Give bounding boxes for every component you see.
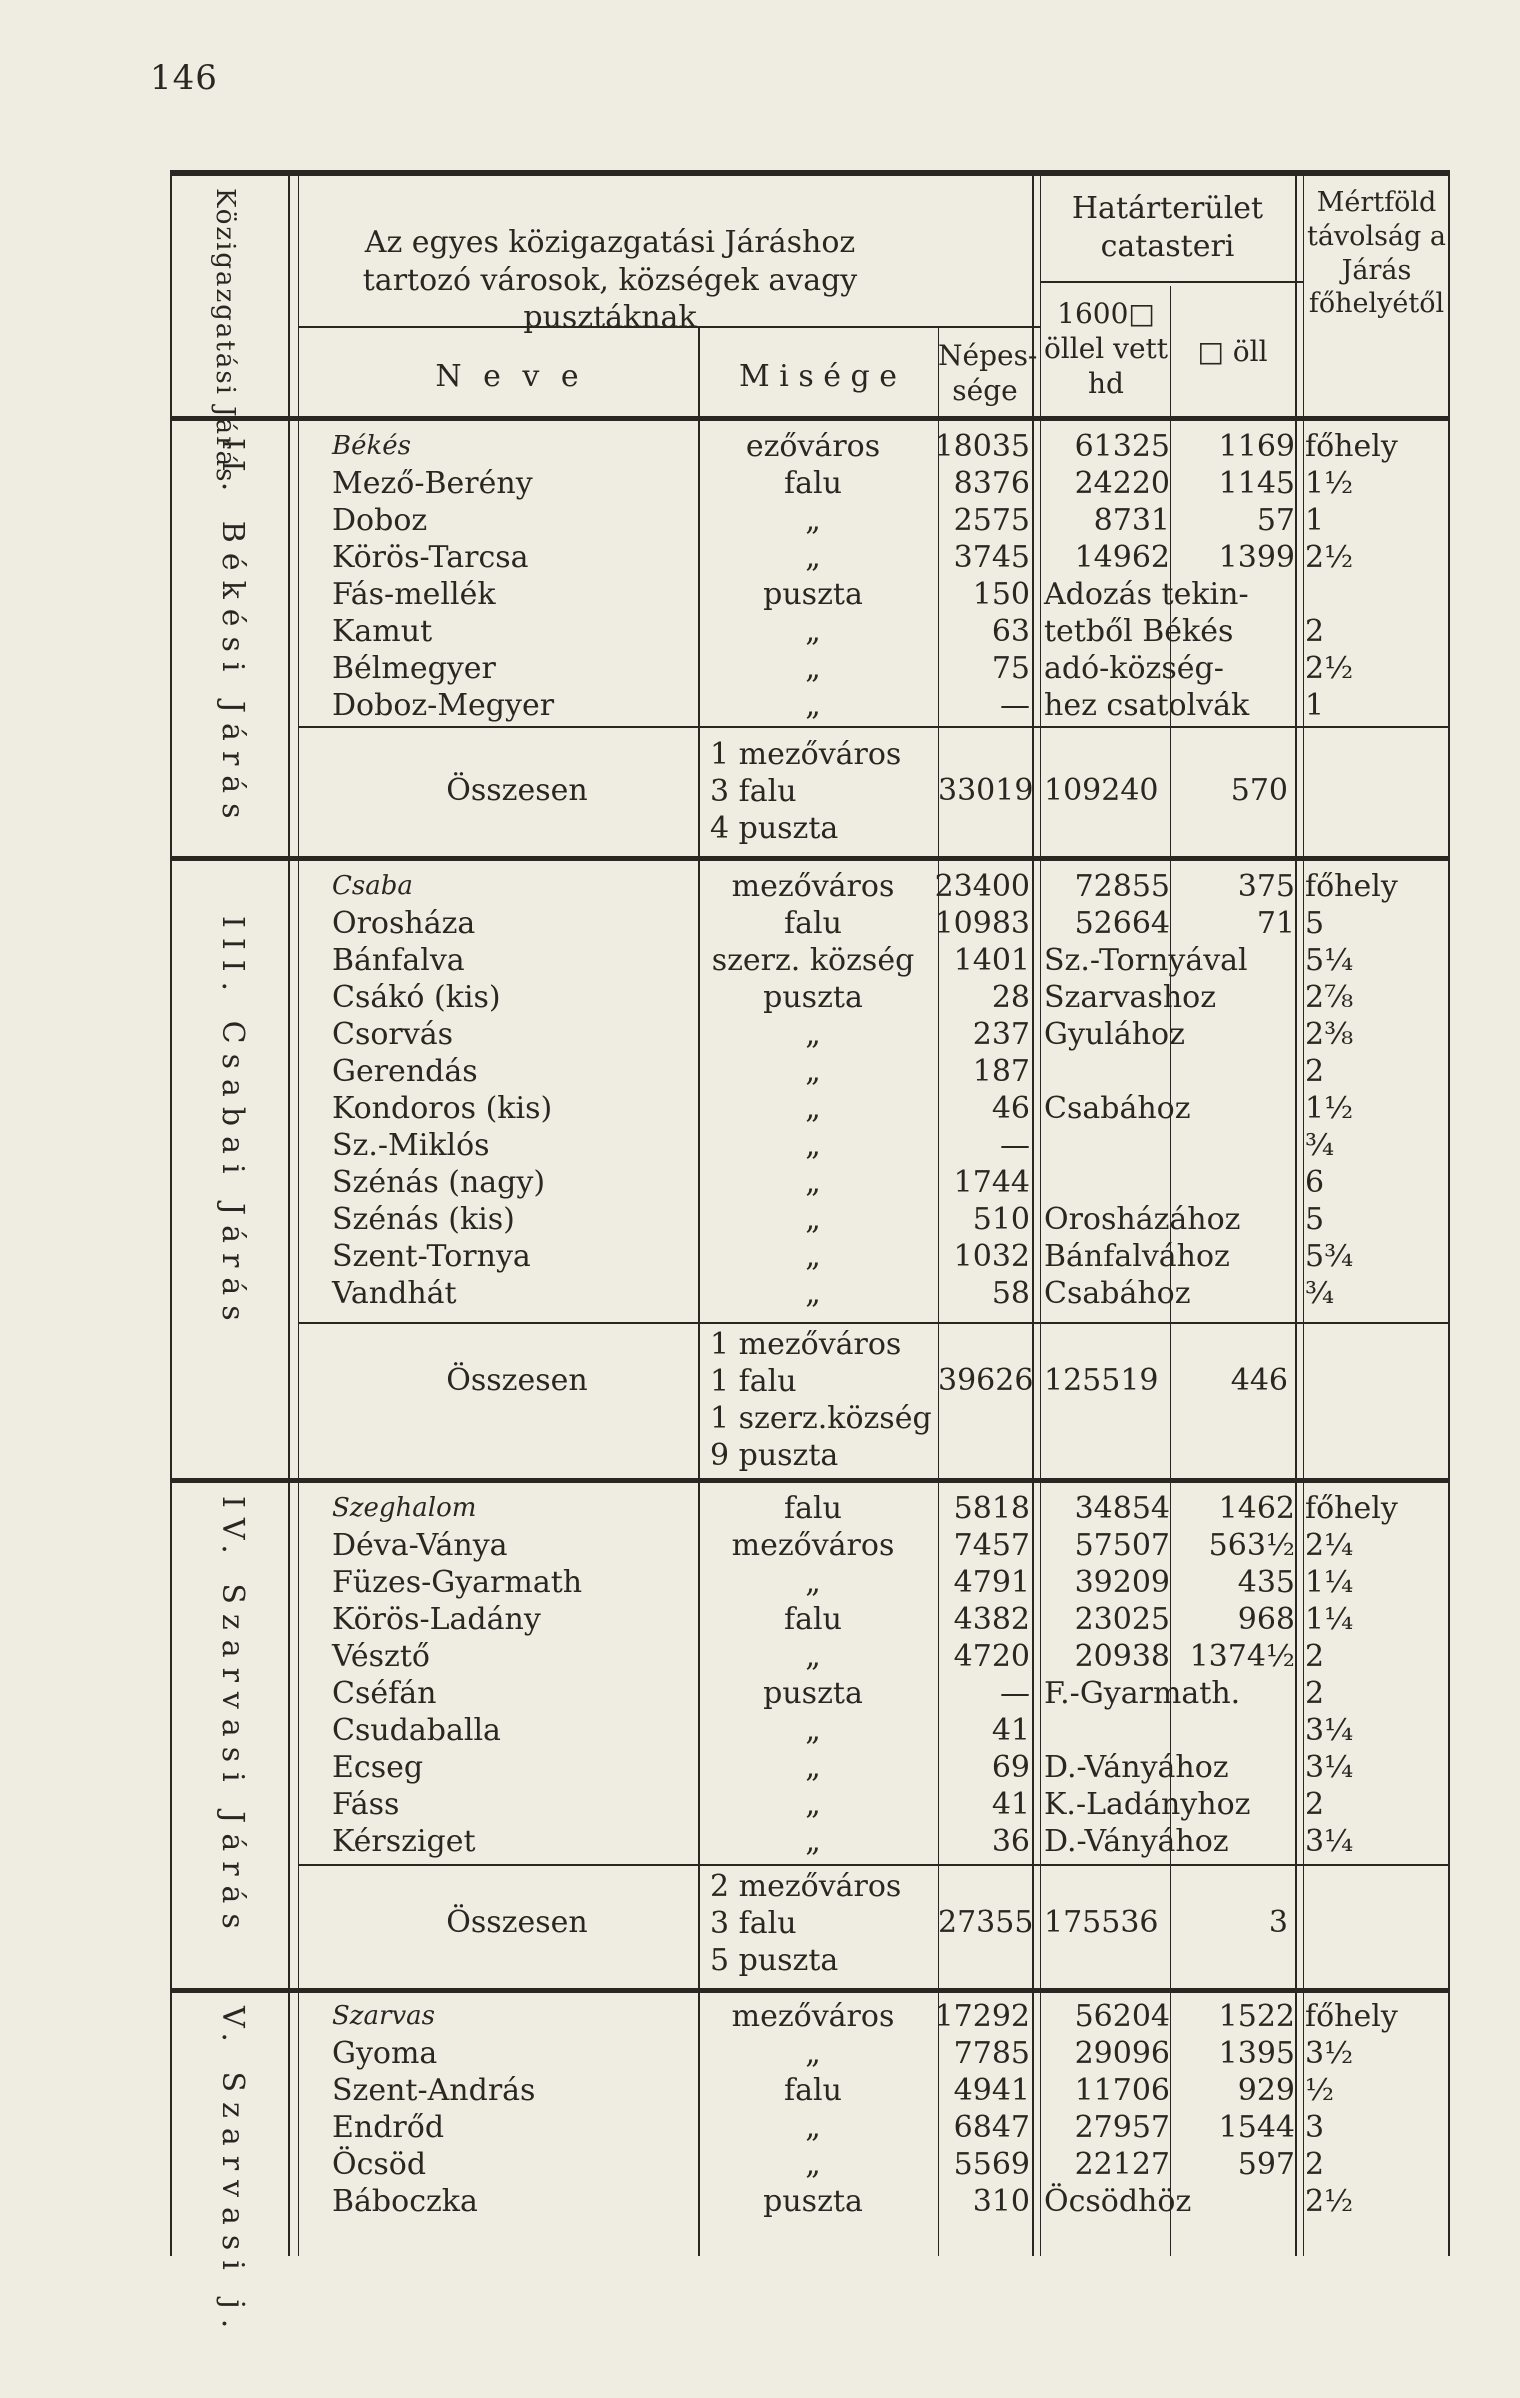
district-label: III. Csabai Járás xyxy=(215,916,250,1331)
total-population: 33019 xyxy=(938,773,1034,808)
area-note: Csabához xyxy=(1044,1276,1191,1311)
settlement-type: puszta xyxy=(763,980,863,1015)
rule-section xyxy=(170,1988,1450,1993)
area-hold: 29096 xyxy=(1074,2036,1170,2071)
area-square-fathom: 1462 xyxy=(1218,1491,1295,1526)
header-area: Határterület catasteri xyxy=(1071,191,1264,264)
area-hold: 72855 xyxy=(1074,869,1170,904)
header-area-b: □ öll xyxy=(1197,335,1268,368)
population: 2575 xyxy=(953,503,1030,538)
area-note: Sz.-Tornyával xyxy=(1044,943,1248,978)
settlement-type: „ xyxy=(805,1713,821,1748)
settlement-type: „ xyxy=(805,2147,821,2182)
rule-header-area xyxy=(1040,281,1303,283)
population: 1401 xyxy=(953,943,1030,978)
distance: 2 xyxy=(1305,1676,1325,1711)
settlement-type: „ xyxy=(805,2036,821,2071)
settlement-type: ezőváros xyxy=(745,429,881,464)
area-note: Szarvashoz xyxy=(1044,980,1217,1015)
settlement-type: „ xyxy=(805,1091,821,1126)
table-row xyxy=(170,1601,1450,1638)
total-area-b: 446 xyxy=(1230,1363,1288,1398)
area-square-fathom: 1169 xyxy=(1218,429,1295,464)
settlement-name: Füzes-Gyarmath xyxy=(332,1565,583,1600)
population: 28 xyxy=(991,980,1030,1015)
settlement-name: Csudaballa xyxy=(332,1713,501,1748)
header-district: Közigazgatási Járás xyxy=(210,188,240,484)
area-note: Öcsödhöz xyxy=(1044,2184,1192,2219)
table-row xyxy=(170,868,1450,905)
total-area-a: 175536 xyxy=(1044,1905,1159,1940)
settlement-name: Bélmegyer xyxy=(332,651,496,686)
table-row xyxy=(170,1638,1450,1675)
settlement-name: Kamut xyxy=(332,614,433,649)
settlement-name: Déva-Ványa xyxy=(332,1528,508,1563)
settlement-type: „ xyxy=(805,1165,821,1200)
settlement-name: Fás-mellék xyxy=(332,577,496,612)
total-line: 4 puszta xyxy=(710,811,839,846)
settlement-name: Szénás (nagy) xyxy=(332,1165,546,1200)
header-type: M i s é g e xyxy=(738,359,898,394)
area-note: Csabához xyxy=(1044,1091,1191,1126)
page-number: 146 xyxy=(150,58,218,98)
settlement-type: „ xyxy=(805,540,821,575)
settlement-type: falu xyxy=(784,906,842,941)
area-square-fathom: 1399 xyxy=(1218,540,1295,575)
settlement-name: Mező-Berény xyxy=(332,466,533,501)
area-square-fathom: 1544 xyxy=(1218,2110,1295,2145)
table-row xyxy=(170,650,1450,687)
population: 58 xyxy=(991,1276,1030,1311)
area-square-fathom: 929 xyxy=(1237,2073,1295,2108)
area-hold: 11706 xyxy=(1074,2073,1170,2108)
settlement-name: Gerendás xyxy=(332,1054,478,1089)
population: — xyxy=(1000,1128,1030,1163)
area-note: Bánfalvához xyxy=(1044,1239,1230,1274)
table-row xyxy=(170,687,1450,724)
table-row xyxy=(170,2072,1450,2109)
settlement-type: „ xyxy=(805,1239,821,1274)
settlement-name: Kondoros (kis) xyxy=(332,1091,553,1126)
table-row xyxy=(170,1786,1450,1823)
distance: ¾ xyxy=(1305,1276,1335,1311)
distance: 3 xyxy=(1305,2110,1325,2145)
distance: 3¼ xyxy=(1305,1713,1354,1748)
distance: 2⅞ xyxy=(1305,980,1354,1015)
settlement-name: Csákó (kis) xyxy=(332,980,501,1015)
table-row xyxy=(170,1823,1450,1860)
table-row xyxy=(170,1016,1450,1053)
area-square-fathom: 563½ xyxy=(1208,1528,1295,1563)
area-note: D.-Ványához xyxy=(1044,1750,1229,1785)
settlement-type: „ xyxy=(805,1750,821,1785)
settlement-name: Körös-Tarcsa xyxy=(332,540,529,575)
population: 4941 xyxy=(953,2073,1030,2108)
settlement-name: Cséfán xyxy=(332,1676,437,1711)
settlement-type: „ xyxy=(805,1017,821,1052)
distance: ¾ xyxy=(1305,1128,1335,1163)
distance: 2½ xyxy=(1305,2184,1354,2219)
settlement-name: Kérsziget xyxy=(332,1824,476,1859)
population: 6847 xyxy=(953,2110,1030,2145)
distance: 2⅜ xyxy=(1305,1017,1354,1052)
population: 46 xyxy=(991,1091,1030,1126)
settlement-name: Orosháza xyxy=(332,906,476,941)
settlement-type: falu xyxy=(784,1491,842,1526)
table-row xyxy=(170,1564,1450,1601)
table-row xyxy=(170,1675,1450,1712)
area-note: Orosházához xyxy=(1044,1202,1241,1237)
table-row xyxy=(170,576,1450,613)
distance: 5 xyxy=(1305,906,1325,941)
settlement-name: Bánfalva xyxy=(332,943,465,978)
district-label: II. Békési Járás xyxy=(215,438,250,829)
statistics-table xyxy=(170,170,1450,2339)
table-row xyxy=(170,905,1450,942)
table-row xyxy=(170,1238,1450,1275)
settlement-type: „ xyxy=(805,1824,821,1859)
total-line: 1 falu xyxy=(710,1364,797,1399)
population: 3745 xyxy=(953,540,1030,575)
area-square-fathom: 435 xyxy=(1237,1565,1295,1600)
distance: 2½ xyxy=(1305,651,1354,686)
area-square-fathom: 57 xyxy=(1256,503,1295,538)
area-note: K.-Ladányhoz xyxy=(1044,1787,1251,1822)
area-hold: 27957 xyxy=(1074,2110,1170,2145)
distance: 1¼ xyxy=(1305,1602,1354,1637)
area-hold: 22127 xyxy=(1074,2147,1170,2182)
distance: 2¼ xyxy=(1305,1528,1354,1563)
total-line: 9 puszta xyxy=(710,1438,839,1473)
distance: 5 xyxy=(1305,1202,1325,1237)
settlement-name: Báboczka xyxy=(332,2184,478,2219)
population: 8376 xyxy=(953,466,1030,501)
settlement-type: puszta xyxy=(763,1676,863,1711)
table-row xyxy=(170,1090,1450,1127)
population: 1032 xyxy=(953,1239,1030,1274)
total-label: Összesen xyxy=(446,1905,588,1940)
area-hold: 57507 xyxy=(1074,1528,1170,1563)
settlement-type: „ xyxy=(805,1565,821,1600)
total-line: 3 falu xyxy=(710,1906,797,1941)
area-square-fathom: 375 xyxy=(1237,869,1295,904)
population: 41 xyxy=(991,1713,1030,1748)
header-settlements: Az egyes közigazgatási Járáshoz tartozó városok, községek avagy pusztáknak xyxy=(362,225,858,335)
population: 310 xyxy=(972,2184,1030,2219)
settlement-name: Endrőd xyxy=(332,2110,445,2145)
area-square-fathom: 1522 xyxy=(1218,1999,1295,2034)
area-square-fathom: 1395 xyxy=(1218,2036,1295,2071)
area-hold: 34854 xyxy=(1074,1491,1170,1526)
settlement-type: „ xyxy=(805,2110,821,2145)
distance: 1 xyxy=(1305,503,1325,538)
table-row xyxy=(170,465,1450,502)
total-line: 3 falu xyxy=(710,774,797,809)
area-note: F.-Gyarmath. xyxy=(1044,1676,1241,1711)
rule-total xyxy=(298,1864,1450,1866)
table-row xyxy=(170,1275,1450,1312)
settlement-type: mezőváros xyxy=(731,1999,895,2034)
settlement-type: puszta xyxy=(763,577,863,612)
table-row xyxy=(170,1490,1450,1527)
population: 5569 xyxy=(953,2147,1030,2182)
rule-header-mid xyxy=(298,326,1040,328)
area-hold: 20938 xyxy=(1074,1639,1170,1674)
population: 5818 xyxy=(953,1491,1030,1526)
distance: 1½ xyxy=(1305,466,1354,501)
total-line: 1 mezőváros xyxy=(710,1327,902,1362)
settlement-type: „ xyxy=(805,1128,821,1163)
population: 4382 xyxy=(953,1602,1030,1637)
settlement-name: Szent-András xyxy=(332,2073,536,2108)
settlement-name: Csorvás xyxy=(332,1017,453,1052)
distance: 6 xyxy=(1305,1165,1325,1200)
settlement-type: „ xyxy=(805,688,821,723)
area-square-fathom: 968 xyxy=(1237,1602,1295,1637)
settlement-name: Szarvas xyxy=(332,2001,435,2031)
area-hold: 23025 xyxy=(1074,1602,1170,1637)
population: — xyxy=(1000,688,1030,723)
settlement-name: Vésztő xyxy=(332,1639,430,1674)
total-line: 1 mezőváros xyxy=(710,737,902,772)
table-row xyxy=(170,1053,1450,1090)
distance: 2½ xyxy=(1305,540,1354,575)
table-row xyxy=(170,2035,1450,2072)
distance: 3½ xyxy=(1305,2036,1354,2071)
area-hold: 24220 xyxy=(1074,466,1170,501)
area-hold: 8731 xyxy=(1093,503,1170,538)
rule-total xyxy=(298,726,1450,728)
population: 1744 xyxy=(953,1165,1030,1200)
area-square-fathom: 597 xyxy=(1237,2147,1295,2182)
area-note: adó-község- xyxy=(1044,651,1224,686)
distance: főhely xyxy=(1305,429,1398,464)
distance: 1½ xyxy=(1305,1091,1354,1126)
settlement-type: „ xyxy=(805,1202,821,1237)
settlement-name: Szénás (kis) xyxy=(332,1202,515,1237)
area-hold: 61325 xyxy=(1074,429,1170,464)
settlement-name: Körös-Ladány xyxy=(332,1602,541,1637)
area-note: tetből Békés xyxy=(1044,614,1234,649)
settlement-type: mezőváros xyxy=(731,869,895,904)
total-line: 2 mezőváros xyxy=(710,1869,902,1904)
settlement-type: falu xyxy=(784,466,842,501)
settlement-name: Doboz-Megyer xyxy=(332,688,555,723)
table-row xyxy=(170,2183,1450,2220)
header-area-a: 1600□ öllel vett hd xyxy=(1043,297,1169,400)
total-area-a: 125519 xyxy=(1044,1363,1159,1398)
distance: 2 xyxy=(1305,1639,1325,1674)
district-label: IV. Szarvasi Járás xyxy=(215,1496,250,1939)
area-note: Adozás tekin- xyxy=(1044,577,1249,612)
distance: 3¼ xyxy=(1305,1824,1354,1859)
distance: főhely xyxy=(1305,1999,1398,2034)
total-population: 39626 xyxy=(938,1363,1034,1398)
area-note: D.-Ványához xyxy=(1044,1824,1229,1859)
area-square-fathom: 1374½ xyxy=(1189,1639,1295,1674)
population: 7785 xyxy=(953,2036,1030,2071)
settlement-type: puszta xyxy=(763,2184,863,2219)
distance: 5¼ xyxy=(1305,943,1354,978)
settlement-type: szerz. község xyxy=(711,943,915,978)
total-population: 27355 xyxy=(938,1905,1034,1940)
distance: főhely xyxy=(1305,869,1398,904)
population: 18035 xyxy=(934,429,1030,464)
area-note: Gyulához xyxy=(1044,1017,1185,1052)
population: 237 xyxy=(972,1017,1030,1052)
population: — xyxy=(1000,1676,1030,1711)
table-row xyxy=(170,502,1450,539)
population: 10983 xyxy=(934,906,1030,941)
population: 4791 xyxy=(953,1565,1030,1600)
settlement-name: Fáss xyxy=(332,1787,400,1822)
settlement-type: „ xyxy=(805,1054,821,1089)
table-row xyxy=(170,942,1450,979)
table-row xyxy=(170,1712,1450,1749)
distance: 2 xyxy=(1305,614,1325,649)
table-row xyxy=(170,1201,1450,1238)
area-hold: 39209 xyxy=(1074,1565,1170,1600)
distance: 2 xyxy=(1305,1054,1325,1089)
settlement-name: Csaba xyxy=(332,871,413,901)
table-row xyxy=(170,613,1450,650)
total-row xyxy=(170,736,1450,851)
rule-section xyxy=(170,856,1450,861)
area-square-fathom: 71 xyxy=(1256,906,1295,941)
distance: főhely xyxy=(1305,1491,1398,1526)
table-row xyxy=(170,1527,1450,1564)
population: 17292 xyxy=(934,1999,1030,2034)
settlement-type: „ xyxy=(805,1276,821,1311)
settlement-name: Szent-Tornya xyxy=(332,1239,531,1274)
rule-section xyxy=(170,1478,1450,1483)
distance: 1¼ xyxy=(1305,1565,1354,1600)
district-label: V. Szarvasi j. xyxy=(215,2006,250,2339)
settlement-name: Ecseg xyxy=(332,1750,424,1785)
distance: 1 xyxy=(1305,688,1325,723)
area-hold: 14962 xyxy=(1074,540,1170,575)
population: 75 xyxy=(991,651,1030,686)
settlement-type: falu xyxy=(784,1602,842,1637)
total-area-b: 570 xyxy=(1230,773,1288,808)
rule-header-bottom xyxy=(170,416,1450,421)
table-row xyxy=(170,428,1450,465)
table-row xyxy=(170,1127,1450,1164)
settlement-type: „ xyxy=(805,1639,821,1674)
total-area-a: 109240 xyxy=(1044,773,1159,808)
population: 7457 xyxy=(953,1528,1030,1563)
total-label: Összesen xyxy=(446,773,588,808)
header-distance: Mértföld távolság a Járás főhelyétől xyxy=(1306,187,1446,320)
total-row xyxy=(170,1868,1450,1983)
area-hold: 56204 xyxy=(1074,1999,1170,2034)
population: 23400 xyxy=(934,869,1030,904)
population: 150 xyxy=(972,577,1030,612)
area-note: hez csatolvák xyxy=(1044,688,1250,723)
population: 36 xyxy=(991,1824,1030,1859)
distance: 2 xyxy=(1305,2147,1325,2182)
table-row xyxy=(170,2109,1450,2146)
table-row xyxy=(170,1998,1450,2035)
population: 63 xyxy=(991,614,1030,649)
table-row xyxy=(170,1749,1450,1786)
total-line: 5 puszta xyxy=(710,1943,839,1978)
distance: 3¼ xyxy=(1305,1750,1354,1785)
settlement-type: „ xyxy=(805,614,821,649)
settlement-type: „ xyxy=(805,1787,821,1822)
table-row xyxy=(170,2146,1450,2183)
settlement-type: falu xyxy=(784,2073,842,2108)
population: 69 xyxy=(991,1750,1030,1785)
total-label: Összesen xyxy=(446,1363,588,1398)
distance: 5¾ xyxy=(1305,1239,1354,1274)
header-pop: Népes-sége xyxy=(938,339,1038,407)
population: 187 xyxy=(972,1054,1030,1089)
settlement-name: Gyoma xyxy=(332,2036,438,2071)
table-row xyxy=(170,539,1450,576)
table-row xyxy=(170,1164,1450,1201)
area-hold: 52664 xyxy=(1074,906,1170,941)
distance: ½ xyxy=(1305,2073,1335,2108)
header-name: N e v e xyxy=(435,359,585,394)
settlement-name: Békés xyxy=(332,431,411,461)
settlement-type: „ xyxy=(805,503,821,538)
settlement-name: Doboz xyxy=(332,503,428,538)
population: 510 xyxy=(972,1202,1030,1237)
settlement-type: „ xyxy=(805,651,821,686)
settlement-type: mezőváros xyxy=(731,1528,895,1563)
settlement-name: Szeghalom xyxy=(332,1493,477,1523)
population: 4720 xyxy=(953,1639,1030,1674)
settlement-name: Sz.-Miklós xyxy=(332,1128,490,1163)
population: 41 xyxy=(991,1787,1030,1822)
distance: 2 xyxy=(1305,1787,1325,1822)
table-row xyxy=(170,979,1450,1016)
area-square-fathom: 1145 xyxy=(1218,466,1295,501)
rule-total xyxy=(298,1322,1450,1324)
settlement-name: Öcsöd xyxy=(332,2147,427,2182)
total-row xyxy=(170,1326,1450,1476)
total-line: 1 szerz.község xyxy=(710,1401,932,1436)
total-area-b: 3 xyxy=(1268,1905,1288,1940)
settlement-name: Vandhát xyxy=(332,1276,457,1311)
